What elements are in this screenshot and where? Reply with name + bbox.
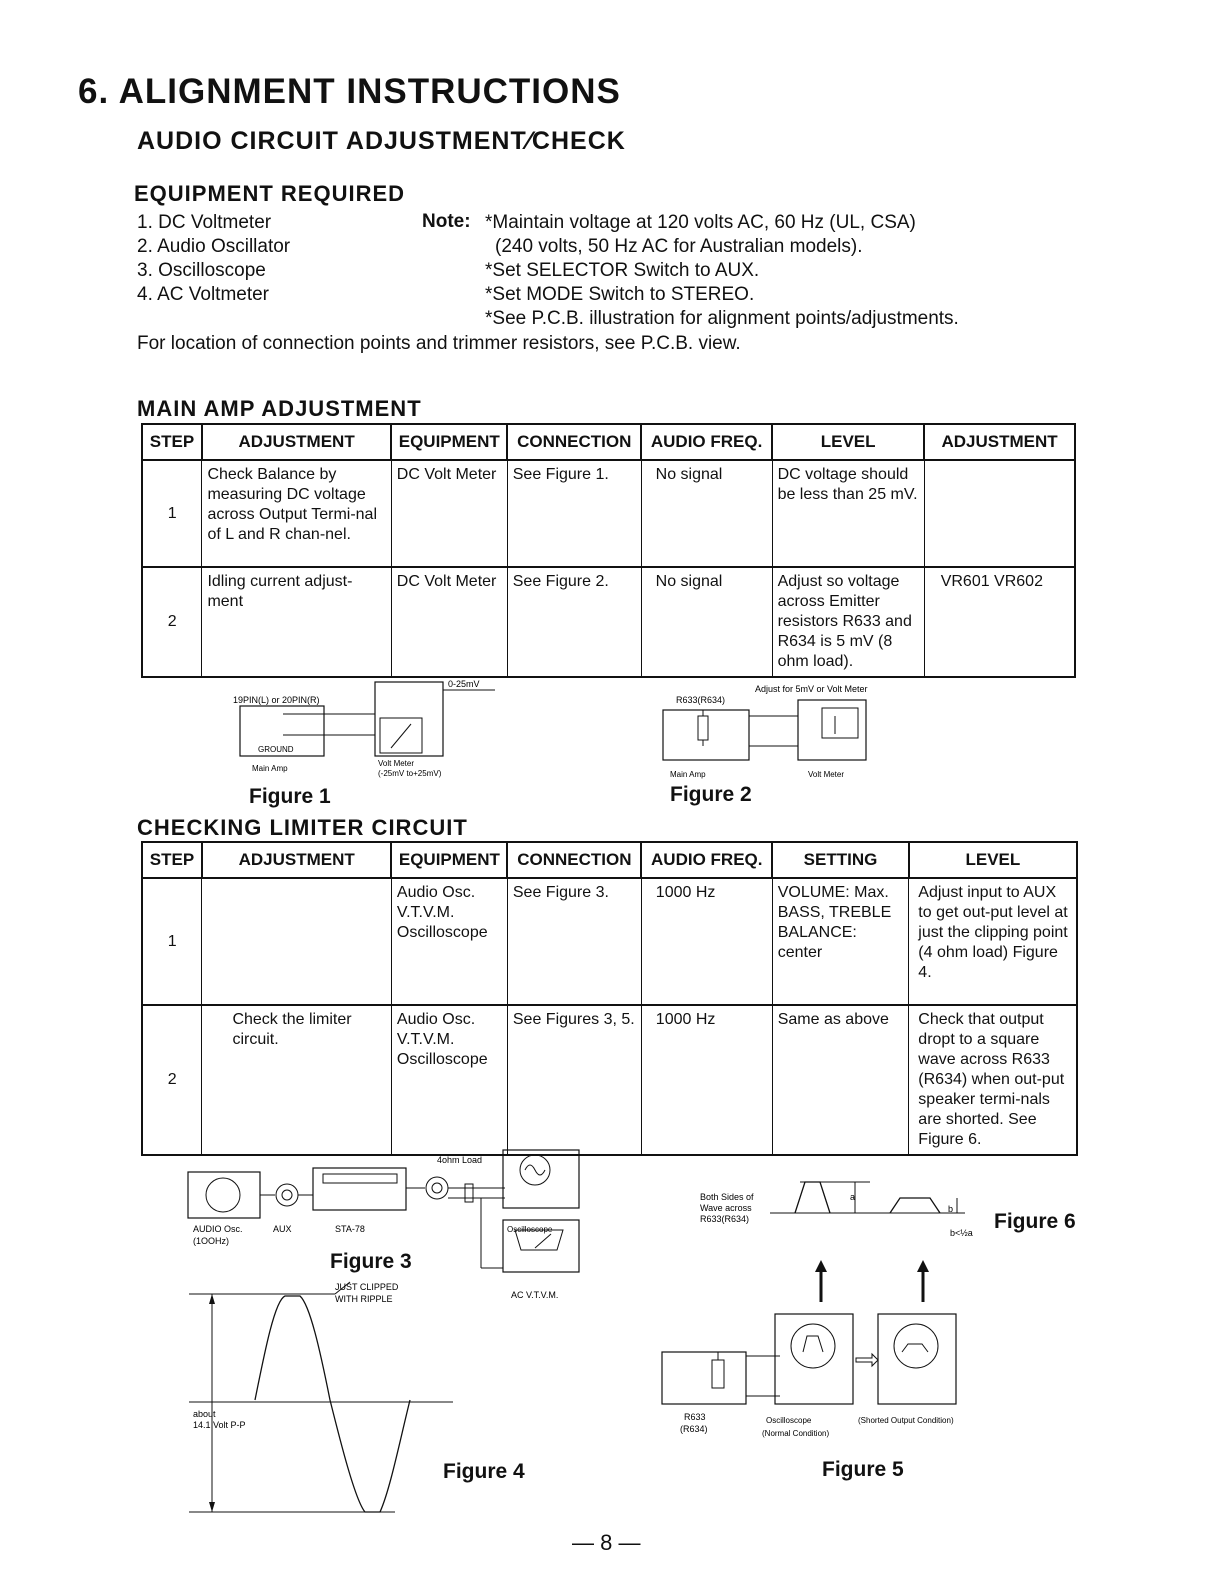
list-item: 4. AC Voltmeter [137, 284, 270, 305]
figure-5-label: Figure 5 [822, 1458, 904, 1481]
figure-4-diagram [185, 1282, 485, 1520]
cell-equipment: DC Volt Meter [391, 460, 507, 567]
unit-label: STA-78 [335, 1224, 365, 1234]
col-header: CONNECTION [507, 842, 641, 878]
meter-label: Volt Meter [378, 759, 415, 768]
table-row [142, 1005, 1077, 1155]
scope-label: Oscilloscope [766, 1416, 812, 1425]
list-item: 1. DC Voltmeter [137, 212, 272, 233]
range-label: 0-25mV [448, 679, 480, 689]
col-header: LEVEL [772, 424, 924, 460]
note-line: *See P.C.B. illustration for alignment points/adjustments. [485, 308, 959, 329]
col-header: ADJUSTMENT [924, 424, 1075, 460]
cell-adj [924, 460, 1075, 567]
osc-freq-label: (1OOHz) [193, 1236, 229, 1246]
table-row [142, 460, 1075, 567]
shorted-label: (Shorted Output Condition) [858, 1416, 954, 1425]
cell-level: DC voltage should be less than 25 mV. [772, 460, 924, 567]
note-line: (240 volts, 50 Hz AC for Australian models). [495, 236, 863, 257]
cell-freq: 1000 Hz [641, 1005, 772, 1155]
note-line: *Set MODE Switch to STEREO. [485, 284, 755, 305]
clip-label-2: WITH RIPPLE [335, 1294, 393, 1304]
limiter-table [141, 841, 1078, 1156]
fig6-text-1: Both Sides of [700, 1192, 754, 1202]
resistor-label: R633 [684, 1412, 706, 1422]
page-title: 6. ALIGNMENT INSTRUCTIONS [78, 72, 621, 111]
fig6-text-3: R633(R634) [700, 1214, 750, 1224]
table-row [142, 567, 1075, 677]
cell-equipment: Audio Osc. V.T.V.M. Oscilloscope [391, 878, 507, 1005]
a-label: a [850, 1192, 856, 1202]
b-label: b [948, 1204, 954, 1214]
cell-step: 1 [142, 878, 202, 1005]
cell-connection: See Figure 3. [507, 878, 641, 1005]
meter-range-label: (-25mV to+25mV) [378, 769, 442, 778]
ground-label: GROUND [258, 745, 294, 754]
equipment-heading: EQUIPMENT REQUIRED [134, 181, 406, 206]
cell-step: 2 [142, 567, 202, 677]
figure-4-label: Figure 4 [443, 1460, 525, 1483]
aux-label: AUX [273, 1224, 292, 1234]
cell-freq: No signal [641, 567, 772, 677]
col-header: ADJUSTMENT [202, 842, 391, 878]
cell-connection: See Figure 2. [507, 567, 641, 677]
list-item: 2. Audio Oscillator [137, 236, 291, 257]
main-amp-heading: MAIN AMP ADJUSTMENT [137, 396, 422, 421]
table-row [142, 878, 1077, 1005]
figure-2-diagram [660, 684, 920, 780]
main-amp-table [141, 423, 1076, 678]
col-header: ADJUSTMENT [202, 424, 391, 460]
normal-label: (Normal Condition) [762, 1429, 830, 1438]
col-header: AUDIO FREQ. [641, 424, 772, 460]
main-amp-label: Main Amp [252, 764, 288, 773]
table-header-row [142, 842, 1077, 878]
section-subtitle: AUDIO CIRCUIT ADJUSTMENT⁄CHECK [137, 127, 626, 155]
cell-step: 1 [142, 460, 202, 567]
figure-1-diagram [225, 679, 515, 782]
page-number: — 8 — [572, 1530, 641, 1555]
location-note: For location of connection points and trimmer resistors, see P.C.B. view. [137, 333, 741, 354]
figure-5-diagram [660, 1260, 1010, 1440]
col-header: LEVEL [909, 842, 1077, 878]
cell-connection: See Figures 3, 5. [507, 1005, 641, 1155]
cell-level: Adjust so voltage across Emitter resistors R633 and R634 is 5 mV (8 ohm load). [772, 567, 924, 677]
equipment-list [137, 211, 290, 307]
cell-adjustment: Idling current adjust-ment [202, 567, 391, 677]
cell-freq: No signal [641, 460, 772, 567]
cell-level: Check that output dropt to a square wave across R633 (R634) when out-put speaker termi-nals are shorted. See Figure 6. [909, 1005, 1077, 1155]
figure-2-label: Figure 2 [670, 783, 752, 806]
cell-level: Adjust input to AUX to get out-put level at just the clipping point (4 ohm load) Figure 4. [909, 878, 1077, 1005]
col-header: AUDIO FREQ. [641, 842, 772, 878]
adjust-note: Adjust for 5mV or Volt Meter [755, 684, 868, 694]
note-line: *Maintain voltage at 120 volts AC, 60 Hz (UL, CSA) [485, 212, 916, 233]
cell-step: 2 [142, 1005, 202, 1155]
meter-label: Volt Meter [808, 770, 845, 779]
about-label: about [193, 1409, 216, 1419]
load-label: 4ohm Load [437, 1155, 483, 1165]
cell-freq: 1000 Hz [641, 878, 772, 1005]
osc-label: AUDIO Osc. [193, 1224, 243, 1234]
cell-adjustment: Check the limiter circuit. [202, 1005, 391, 1155]
resistor-label: R633(R634) [676, 695, 726, 705]
resistor2-label: (R634) [680, 1424, 708, 1434]
pp-label: 14.1 Volt P-P [193, 1420, 246, 1430]
clip-label-1: JUST CLIPPED [335, 1282, 399, 1292]
figure-3-label: Figure 3 [330, 1250, 412, 1273]
col-header: SETTING [772, 842, 909, 878]
table-header-row [142, 424, 1075, 460]
note-label: Note: [422, 211, 471, 232]
figure-1-label: Figure 1 [249, 785, 331, 808]
cell-adjustment [202, 878, 391, 1005]
cell-setting: Same as above [772, 1005, 909, 1155]
cell-adj: VR601 VR602 [924, 567, 1075, 677]
limiter-heading: CHECKING LIMITER CIRCUIT [137, 815, 468, 840]
cell-equipment: DC Volt Meter [391, 567, 507, 677]
pin-label: 19PIN(L) or 20PIN(R) [233, 695, 320, 705]
note-line: *Set SELECTOR Switch to AUX. [485, 260, 760, 281]
cell-connection: See Figure 1. [507, 460, 641, 567]
cond-label: b<½a [950, 1228, 973, 1238]
col-header: EQUIPMENT [391, 842, 507, 878]
scope-label: Oscilloscope [507, 1225, 553, 1234]
cell-adjustment: Check Balance by measuring DC voltage across Output Termi-nal of L and R chan-nel. [202, 460, 391, 567]
notes [485, 211, 959, 331]
figure-6-label: Figure 6 [994, 1210, 1076, 1233]
col-header: EQUIPMENT [391, 424, 507, 460]
col-header: STEP [142, 842, 202, 878]
col-header: CONNECTION [507, 424, 641, 460]
col-header: STEP [142, 424, 202, 460]
main-amp-label: Main Amp [670, 770, 706, 779]
vtvm-label: AC V.T.V.M. [511, 1290, 559, 1300]
list-item: 3. Oscilloscope [137, 260, 266, 281]
figure-6-diagram [700, 1178, 1010, 1268]
fig6-text-2: Wave across [700, 1203, 752, 1213]
cell-setting: VOLUME: Max. BASS, TREBLE BALANCE: center [772, 878, 909, 1005]
cell-equipment: Audio Osc. V.T.V.M. Oscilloscope [391, 1005, 507, 1155]
